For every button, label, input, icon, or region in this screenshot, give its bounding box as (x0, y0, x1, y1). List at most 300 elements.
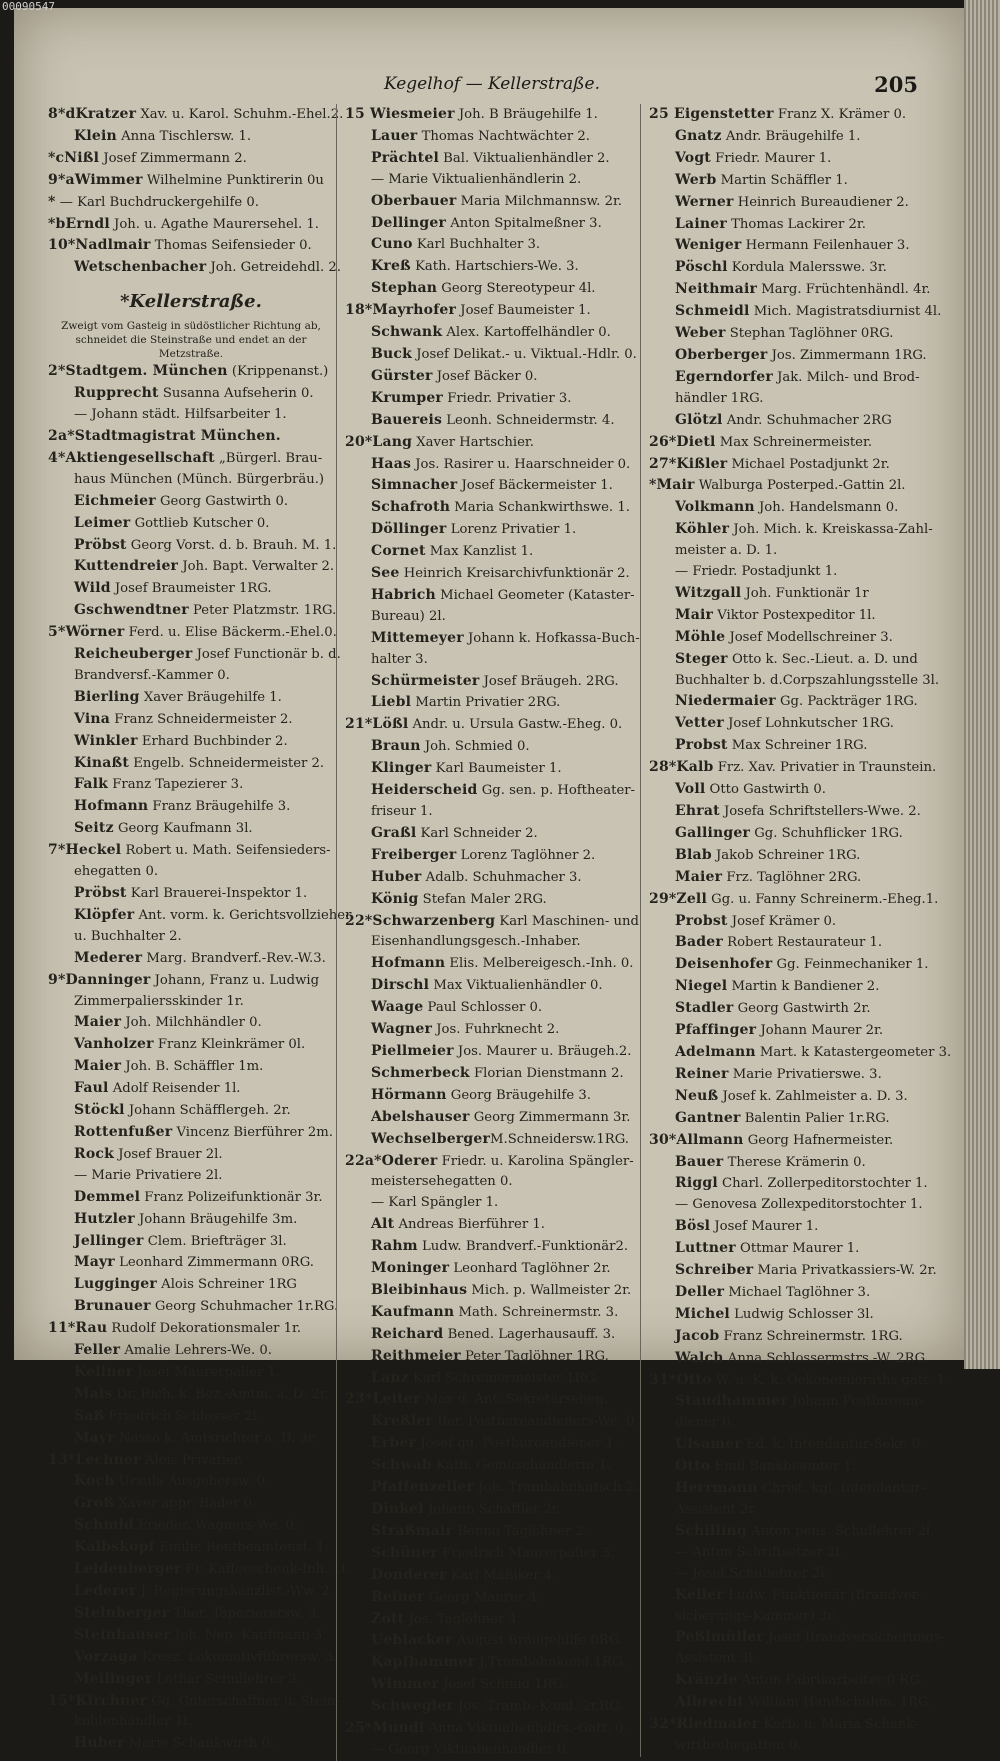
entry-name: Rock (74, 1145, 114, 1162)
entry-name: Huber (74, 1735, 125, 1752)
directory-entry (649, 1238, 931, 1260)
entry-text: Christ. kgl. Intendantur- (757, 1481, 926, 1497)
entry-name: 7*Heckel (48, 842, 122, 859)
directory-entry (649, 235, 931, 257)
entry-name: 2a*Stadtmagistrat München. (48, 427, 281, 444)
directory-entry (48, 556, 334, 578)
entry-text: Josef Krämer 0. (727, 913, 837, 929)
entry-text: Georg Bräugehilfe 3. (446, 1087, 591, 1103)
directory-entry (345, 234, 641, 256)
entry-text: Alex. Kartoffelhändler 0. (442, 325, 611, 341)
directory-entry (48, 1187, 334, 1209)
directory-entry (48, 1144, 334, 1166)
entry-name: Vanholzer (74, 1036, 154, 1053)
entry-text: Franz X. Krämer 0. (773, 107, 907, 122)
entry-text: Leonhard Zimmermann 0RG. (114, 1255, 314, 1271)
entry-name: Cornet (371, 543, 426, 560)
entry-name: Michel (675, 1305, 730, 1322)
entry-text: halter 3. (371, 651, 428, 667)
directory-entry (48, 1034, 334, 1056)
entry-name: Pröbst (74, 536, 127, 553)
entry-text: Leonhard Taglöhner 2r. (449, 1261, 611, 1277)
entry-text: Josef Delikat.- u. Viktual.-Hdlr. 0. (412, 346, 637, 362)
entry-name: Deisenhofer (675, 956, 773, 973)
entry-text: Ursula Ausgehersw. 0. (114, 1474, 269, 1490)
entry-text: M.Schneidersw.1RG. (490, 1131, 629, 1147)
entry-name: Peßlmüller (675, 1629, 764, 1646)
directory-entry (345, 1521, 641, 1543)
entry-text: Jos. Fuhrknecht 2. (432, 1022, 560, 1038)
entry-name: See (371, 565, 400, 582)
entry-name: Vina (74, 710, 110, 727)
entry-name: *bErndl (48, 215, 110, 232)
entry-text: Franz Schneidermeister 2. (110, 711, 293, 727)
directory-entry (345, 1718, 641, 1740)
entry-name: Weniger (675, 237, 742, 254)
entry-text: Johann Postbureau- (787, 1394, 924, 1410)
entry-text: — Josef Schullehrer 2l. (675, 1565, 829, 1581)
directory-entry (48, 1625, 334, 1647)
entry-name: Mittemeyer (371, 629, 464, 646)
entry-text: Josef Baumeister 1. (456, 303, 591, 319)
entry-name: 28*Kalb (649, 759, 714, 776)
entry-text: Frieder. Wagners-We. 0. (133, 1518, 299, 1534)
entry-name: Heiderscheid (371, 782, 478, 799)
entry-text: Josef Brandversicherungs- (763, 1630, 945, 1646)
directory-entry (48, 192, 334, 214)
directory-entry (649, 562, 931, 583)
directory-entry (48, 1669, 334, 1691)
directory-entry (345, 1085, 641, 1107)
directory-entry (345, 1609, 641, 1631)
entry-text: Jos. Zimmermann 1RG. (767, 347, 927, 363)
directory-entry (345, 1129, 641, 1151)
entry-text: Marg. Brandverf.-Rev.-W.3. (142, 950, 326, 966)
directory-entry (345, 953, 641, 975)
directory-entry (345, 191, 641, 213)
directory-entry (48, 1384, 334, 1406)
entry-text: Marie Privatierswe. 3. (728, 1066, 882, 1082)
column-2 (336, 104, 641, 1761)
directory-entry (48, 1078, 334, 1100)
directory-entry (649, 976, 931, 998)
directory-entry (48, 1296, 339, 1318)
entry-text: Lorenz Privatier 1. (446, 522, 577, 538)
entry-text: Jak. Milch- und Brod- (772, 369, 920, 385)
entry-name: 30*Allmann (649, 1131, 744, 1148)
entry-name: Kapfhammer (371, 1654, 476, 1671)
entry-name: Brunauer (74, 1298, 151, 1315)
entry-name: Alt (371, 1216, 395, 1233)
directory-entry (345, 585, 641, 607)
entry-name: Kreßler (371, 1413, 434, 1430)
directory-entry (345, 1346, 641, 1368)
directory-entry (48, 1100, 334, 1122)
directory-entry (649, 1521, 935, 1543)
directory-entry (649, 1086, 931, 1108)
directory-entry (48, 1056, 334, 1078)
entry-text: Karl Schreinermeister 1RG. (408, 1370, 599, 1386)
entry-name: Leidenberger (74, 1561, 182, 1578)
directory-entry (649, 1434, 931, 1456)
entry-text: Joh. u. Agathe Maurersehel. 1. (109, 216, 319, 232)
directory-entry (48, 731, 334, 753)
directory-entry (345, 519, 641, 541)
entry-text: Mart. k Katastergeometer 3. (755, 1044, 952, 1060)
entry-name: Luttner (675, 1240, 736, 1257)
entry-name: 9*Danninger (48, 971, 151, 988)
directory-entry (48, 774, 334, 796)
directory-entry (345, 692, 641, 714)
entry-text: Therese Krämerin 0. (723, 1154, 866, 1170)
entry-text: Karl Buchhalter 3. (412, 237, 541, 253)
directory-entry (48, 862, 334, 883)
entry-text: Jos. Maurer u. Bräugeh.2. (453, 1043, 632, 1059)
entry-name: 32*Riedmaier (649, 1716, 760, 1733)
entry-text: Josef Bäcker 0. (432, 368, 538, 384)
entry-name: Schmerbeck (371, 1064, 470, 1081)
directory-entry (649, 1736, 931, 1757)
entry-name: Pfaffinger (675, 1022, 757, 1039)
directory-entry (649, 1152, 931, 1174)
directory-entry (649, 1456, 931, 1478)
entry-name: Klinger (371, 760, 432, 777)
entry-name: Reichard (371, 1325, 444, 1342)
directory-entry (48, 1340, 334, 1362)
entry-name: Walch (675, 1349, 724, 1366)
entry-text: Jakob Schreiner 1RG. (711, 847, 861, 863)
directory-entry (649, 323, 931, 345)
entry-name: Ehrat (675, 803, 720, 819)
entry-text: Otto k. Sec.-Lieut. a. D. und (727, 651, 918, 667)
directory-entry (48, 1712, 334, 1733)
entry-text: Franz Tapezierer 3. (108, 777, 244, 793)
entry-name: Klöpfer (74, 906, 135, 923)
entry-name: Kränzle (675, 1672, 738, 1689)
entry-name: Pröbst (74, 885, 127, 901)
entry-name: Niedermaier (675, 693, 776, 710)
directory-entry (48, 170, 334, 192)
entry-text: Georg Vorst. d. b. Brauh. M. 1. (126, 537, 337, 553)
entry-name: *Mair (649, 477, 695, 494)
entry-name: Wimmer (371, 1676, 439, 1693)
entry-text: Kath. Hartschiers-We. 3. (410, 259, 579, 275)
directory-entry (345, 911, 641, 933)
entry-text: Peter Taglöhner 1RG. (460, 1348, 609, 1364)
directory-entry (48, 1166, 334, 1187)
page-header (14, 74, 964, 100)
entry-text: Anna Tischlersw. 1. (116, 128, 252, 144)
entry-text: Maria Milchmannsw. 2r. (456, 193, 623, 209)
entry-name: Neuß (675, 1087, 719, 1104)
entry-name: Vetter (675, 715, 724, 732)
directory-entry (345, 388, 641, 410)
entry-text: Joh. Trambahnkutsch.2. (474, 1480, 639, 1496)
entry-name: Straßmair (371, 1522, 454, 1539)
entry-name: Klein (74, 127, 117, 144)
entry-text: — Genovesa Zollexpeditorstochter 1. (675, 1197, 923, 1213)
entry-text: Thomas Lackirer 2r. (726, 216, 866, 232)
directory-entry (345, 497, 641, 519)
directory-entry (649, 148, 931, 170)
entry-name: Albrecht (675, 1694, 745, 1711)
directory-entry (649, 104, 931, 126)
entry-text: Gg. sen. p. Hoftheater- (477, 783, 636, 799)
directory-entry (48, 927, 334, 948)
directory-entry (345, 1107, 641, 1129)
entry-name: Prächtel (371, 149, 439, 166)
entry-text: Heinrich Bureaudiener 2. (733, 194, 909, 210)
entry-name: Faul (74, 1080, 109, 1097)
entry-text: Joh. Mich. k. Kreiskassa-Zahl- (729, 522, 933, 538)
entry-text: Otto Gastwirth 0. (705, 782, 826, 798)
entry-text: Vincenz Bierführer 2m. (172, 1124, 333, 1140)
directory-entry (649, 954, 931, 976)
directory-entry (649, 410, 931, 432)
entry-text: Susanna Aufseherin 0. (158, 386, 314, 402)
entry-text: Karl Maschinen- und (495, 913, 639, 929)
entry-name: Köhler (675, 521, 730, 538)
directory-entry (345, 1236, 641, 1258)
entry-text: *Kellerstraße. (120, 291, 262, 313)
entry-text: sicherungs-Kammer) 3r. (675, 1608, 837, 1624)
entry-name: Piellmeier (371, 1042, 454, 1059)
directory-entry (649, 1326, 931, 1348)
directory-entry (649, 889, 939, 911)
entry-name: König (371, 890, 419, 907)
entry-text: ehegatten 0. (74, 864, 159, 880)
directory-entry (649, 649, 931, 671)
directory-entry (48, 126, 334, 148)
entry-text: — Marie Viktualienhändlerin 2. (371, 171, 582, 187)
entry-text: Kordula Malersswe. 3r. (727, 260, 887, 276)
directory-entry (649, 845, 931, 867)
directory-entry (48, 1515, 334, 1537)
entry-name: Ueblacker (371, 1632, 453, 1649)
entry-name: Lainer (675, 215, 727, 232)
entry-text: Joh. Funktionär 1r (741, 585, 869, 601)
entry-text: Ant. vorm. k. Gerichtsvollzieher (134, 907, 352, 923)
entry-name: Wild (74, 580, 111, 597)
directory-entry (649, 1670, 931, 1692)
entry-text: Johann Schäffler 2r. (423, 1502, 561, 1517)
directory-entry (48, 622, 337, 644)
entry-name: Bösl (675, 1218, 711, 1235)
directory-entry (345, 366, 641, 388)
directory-entry (345, 1696, 641, 1718)
entry-name: 22a*Oderer (345, 1152, 438, 1169)
directory-entry (649, 541, 931, 562)
directory-entry (345, 1455, 641, 1477)
entry-name: 2*Stadtgem. München (48, 363, 228, 380)
entry-name: Gallinger (675, 824, 751, 841)
directory-entry (48, 1012, 334, 1034)
directory-entry (345, 1368, 641, 1390)
entry-text: Engelb. Schneidermeister 2. (129, 755, 325, 771)
entry-name: Mederer (74, 949, 143, 966)
directory-entry (48, 448, 334, 470)
entry-name: Schwank (371, 324, 443, 341)
directory-entry (48, 426, 334, 448)
directory-entry (48, 148, 334, 170)
entry-text: — Karl Buchdruckergehilfe 0. (55, 194, 259, 210)
entry-name: Freiberger (371, 846, 457, 863)
entry-name: 29*Zell (649, 890, 707, 907)
entry-text: Leonh. Schneidermstr. 4. (442, 412, 615, 428)
entry-text: Marie Schankwirth 0. (124, 1736, 275, 1752)
entry-text: Georg Stereotypeur 4l. (437, 281, 596, 297)
entry-name: Erber (371, 1435, 417, 1452)
entry-name: Gschwendtner (74, 602, 189, 619)
directory-entry (48, 1537, 334, 1559)
directory-entry (649, 757, 937, 779)
entry-text: Bened. Lagerhausauff. 3. (443, 1326, 616, 1342)
entry-text: Jos. Taglöhner 4. (404, 1611, 521, 1627)
entry-name: Leimer (74, 514, 131, 531)
directory-entry (649, 1304, 931, 1326)
directory-entry (649, 1064, 931, 1086)
entry-name: 18*Mayrhofer (345, 302, 457, 319)
directory-entry (48, 948, 334, 970)
directory-entry (48, 905, 352, 927)
entry-name: Stöckl (74, 1102, 125, 1119)
entry-text: Mich. Magistratsdiurnist 4l. (749, 304, 942, 320)
entry-text: Robert u. Math. Seifensieders- (121, 843, 331, 859)
entry-text: „Bürgerl. Brau- (214, 450, 323, 466)
entry-text: friseur 1. (371, 804, 433, 819)
entry-text: Ther. Tapezierersw. 3. (169, 1605, 321, 1621)
entry-text: Josef Zimmermann 2. (99, 150, 247, 166)
entry-text: W. u. K. k. Oekonomieraths gatt. 1. (711, 1372, 950, 1388)
entry-name: 10*Nadlmair (48, 237, 151, 254)
entry-text: Friedr. u. Karolina Spängler- (437, 1153, 634, 1169)
entry-name: Falk (74, 776, 109, 793)
entry-text: Math. Schreinermstr. 3. (454, 1304, 619, 1320)
entry-name: Lederer (74, 1583, 137, 1599)
entry-text: Georg Maurer 4. (424, 1589, 541, 1605)
directory-entry (345, 1258, 641, 1280)
directory-entry (345, 256, 641, 278)
entry-text: Korb. u. Maria Schank- (759, 1717, 919, 1733)
directory-entry (48, 1691, 340, 1713)
directory-entry (345, 1543, 641, 1565)
entry-name: 31*Otto (649, 1371, 712, 1388)
directory-entry (345, 278, 641, 300)
entry-text: Josef Modellschreiner 3. (725, 629, 893, 645)
entry-name: Kreß (371, 258, 411, 275)
entry-name: 26*Dietl (649, 433, 716, 450)
directory-entry (48, 1252, 334, 1274)
entry-text: Anton Spitalmeßner 3. (446, 215, 602, 231)
entry-text: Rudolf Dekorationsmaler 1r. (107, 1321, 302, 1337)
entry-text: Martin Schäffler 1. (716, 172, 848, 188)
entry-name: Werb (675, 171, 717, 188)
directory-entry (48, 491, 334, 513)
entry-name: Bierling (74, 688, 140, 705)
entry-text: Xaver Bräugehilfe 1. (139, 689, 282, 705)
entry-text: Adalb. Schuhmacher 3. (421, 869, 582, 885)
directory-entry (345, 541, 641, 563)
directory-entry (649, 1692, 931, 1714)
entry-name: Moninger (371, 1260, 450, 1277)
entry-text: Robert Restaurateur 1. (722, 935, 883, 951)
entry-text: Josef Schmid 1RG. (438, 1677, 567, 1693)
entry-text: Eisenhandlungsgesch.-Inhaber. (371, 934, 581, 950)
directory-entry (345, 997, 641, 1019)
entry-name: Simnacher (371, 477, 458, 494)
directory-entry (649, 1585, 931, 1607)
entry-text: Georg Zimmermann 3r. (469, 1109, 631, 1125)
directory-entry (48, 1122, 334, 1144)
entry-text: Friedrich Schlosser 2l. (104, 1408, 261, 1424)
directory-entry (649, 1348, 931, 1370)
entry-name: Dinkel (371, 1501, 424, 1517)
entry-name: Maier (675, 868, 723, 885)
entry-text: Dr. Rich. k. Bez.-Amtm. a. D. 2r. (112, 1386, 329, 1402)
directory-entry (345, 1280, 641, 1302)
directory-entry (345, 1214, 641, 1236)
entry-text: Johann Schäfflergeh. 2r. (124, 1103, 291, 1119)
directory-entry (48, 383, 334, 405)
directory-entry (345, 1019, 641, 1041)
entry-name: Herrmann (675, 1480, 758, 1497)
directory-entry (345, 148, 641, 170)
entry-text: Thomas Seifensieder 0. (150, 238, 312, 254)
entry-name: Dellinger (371, 214, 447, 231)
entry-text: Joh. Schmied 0. (420, 739, 530, 755)
entry-name: Niegel (675, 978, 728, 995)
entry-text: Michael Postadjunkt 2r. (727, 456, 890, 472)
directory-entry (649, 1714, 931, 1736)
entry-text: Erhard Buchbinder 2. (137, 733, 288, 749)
directory-entry (345, 607, 641, 628)
entry-text: haus München (Münch. Bürgerbräu.) (74, 471, 325, 487)
entry-text: Karl Schneider 2. (416, 825, 538, 841)
entry-name: 11*Rau (48, 1320, 108, 1337)
entry-name: Egerndorfer (675, 368, 773, 385)
page-number: 205 (874, 72, 918, 97)
entry-name: Stadler (675, 1000, 734, 1017)
directory-entry (345, 1411, 641, 1433)
entry-name: Oberberger (675, 346, 768, 363)
entry-name: Liebl (371, 694, 412, 711)
entry-name: 15 Wiesmeier (345, 106, 455, 122)
column-3 (640, 104, 952, 1757)
entry-name: Wetschenbacher (74, 259, 207, 276)
entry-text: Ottmar Maurer 1. (735, 1241, 860, 1257)
directory-entry (649, 1478, 931, 1500)
directory-entry (345, 867, 641, 889)
entry-name: Ulsamer (675, 1436, 742, 1453)
entry-name: Schürmeister (371, 672, 480, 689)
directory-entry (345, 563, 641, 585)
entry-text: Franz Polizeifunktionär 3r. (140, 1189, 323, 1205)
entry-text: Martin Privatier 2RG. (411, 695, 561, 711)
entry-name: Braun (371, 738, 421, 755)
directory-entry (649, 671, 940, 692)
entry-name: Kinaßt (74, 754, 130, 771)
entry-text: Anna Schlossermstrs.-W. 2RG. (723, 1350, 929, 1366)
entry-name: Gnatz (675, 127, 722, 144)
entry-text: Josef Bräugeh. 2RG. (479, 673, 619, 689)
entry-name: Schilling (675, 1522, 747, 1539)
entry-text: Josef k. Zahlmeister a. D. 3. (718, 1088, 908, 1104)
entry-name: Hutzler (74, 1210, 135, 1227)
directory-entry (649, 1370, 950, 1392)
entry-name: Rupprecht (74, 385, 159, 402)
entry-name: Hofmann (74, 798, 149, 815)
entry-name: Abelshauser (371, 1108, 470, 1125)
